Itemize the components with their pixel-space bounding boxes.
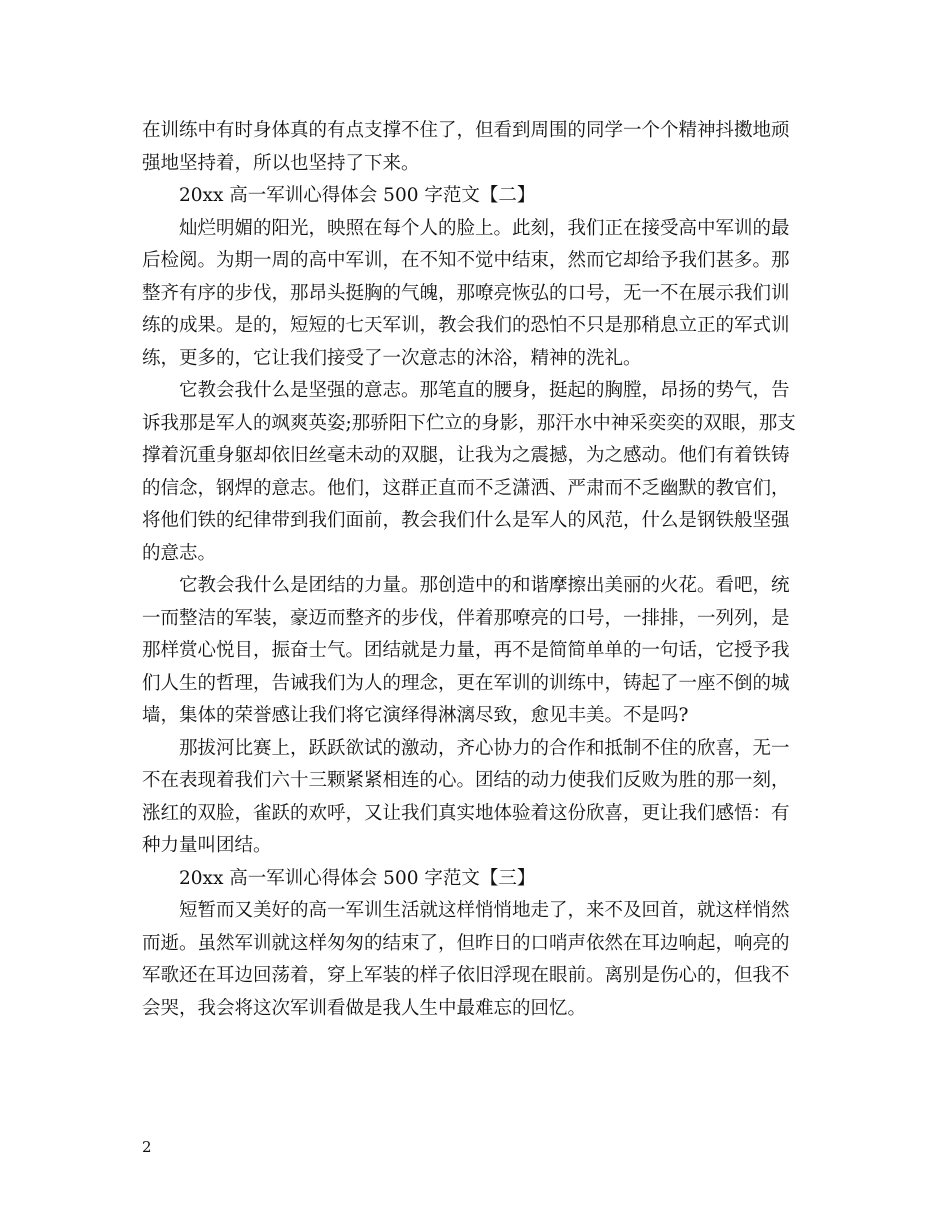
text-line: 它教会我什么是团结的力量。那创造中的和谐摩擦出美丽的火花。看吧，统 [179, 575, 790, 596]
section-heading-3: 20xx 高一军训心得体会 500 字范文【三】 [179, 867, 536, 889]
text-line: 的信念，钢焊的意志。他们，这群正直而不乏潇洒、严肃而不乏幽默的教官们， [142, 477, 790, 499]
text-line: 而逝。虽然军训就这样匆匆的结束了，但昨日的口哨声依然在耳边响起，响亮的 [142, 932, 790, 954]
text-line: 会哭，我会将这次军训看做是我人生中最难忘的回忆。 [142, 997, 587, 1019]
section-heading-2: 20xx 高一军训心得体会 500 字范文【二】 [179, 185, 536, 206]
text-line: 那拔河比赛上，跃跃欲试的激动，齐心协力的合作和抵制不住的欣喜，无一 [179, 737, 790, 759]
text-line: 不在表现着我们六十三颗紧紧相连的心。团结的动力使我们反败为胜的那一刻， [142, 770, 790, 791]
text-line: 涨红的双脸，雀跃的欢呼，又让我们真实地体验着这份欣喜，更让我们感悟：有 [142, 802, 790, 824]
text-line: 将他们铁的纪律带到我们面前，教会我们什么是军人的风范，什么是钢铁般坚强 [142, 510, 790, 531]
text-line: 们人生的哲理，告诫我们为人的理念，更在军训的训练中，铸起了一座不倒的城 [142, 672, 790, 694]
text-line: 军歌还在耳边回荡着，穿上军装的样子依旧浮现在眼前。离别是伤心的，但我不 [142, 965, 790, 986]
text-line: 种力量叫团结。 [142, 835, 272, 856]
text-line: 短暂而又美好的高一军训生活就这样悄悄地走了，来不及回首，就这样悄然 [179, 900, 790, 921]
text-line: 练的成果。是的，短短的七天军训，教会我们的恐怕不只是那稍息立正的军式训 [142, 315, 790, 336]
text-line: 练，更多的，它让我们接受了一次意志的沐浴，精神的洗礼。 [142, 347, 642, 369]
text-line: 它教会我什么是坚强的意志。那笔直的腰身，挺起的胸膛，昂扬的势气，告 [179, 380, 790, 401]
text-line: 整齐有序的步伐，那昂头挺胸的气魄，那嘹亮恢弘的口号，无一不在展示我们训 [142, 282, 790, 304]
text-line: 一而整洁的军装，豪迈而整齐的步伐，伴着那嘹亮的口号，一排排，一列列，是 [142, 607, 790, 629]
text-line: 墙，集体的荣誉感让我们将它演绎得淋漓尽致，愈见丰美。不是吗? [142, 705, 689, 726]
text-line: 灿烂明媚的阳光，映照在每个人的脸上。此刻，我们正在接受高中军训的最 [179, 217, 790, 239]
text-line: 诉我那是军人的飒爽英姿;那骄阳下伫立的身影，那汗水中神采奕奕的双眼，那支 [142, 412, 796, 434]
text-line: 后检阅。为期一周的高中军训，在不知不觉中结束，然而它却给予我们甚多。那 [142, 250, 790, 271]
text-line: 那样赏心悦目，振奋士气。团结就是力量，再不是简简单单的一句话，它授予我 [142, 640, 790, 661]
text-line: 撑着沉重身躯却依旧丝毫未动的双腿，让我为之震撼，为之感动。他们有着铁铸 [142, 445, 790, 466]
text-line: 的意志。 [142, 542, 217, 564]
page-number: 2 [142, 1138, 152, 1156]
text-line: 在训练中有时身体真的有点支撑不住了，但看到周围的同学一个个精神抖擞地顽 [142, 120, 790, 141]
text-line: 强地坚持着，所以也坚持了下来。 [142, 152, 420, 174]
document-body [142, 115, 810, 1025]
